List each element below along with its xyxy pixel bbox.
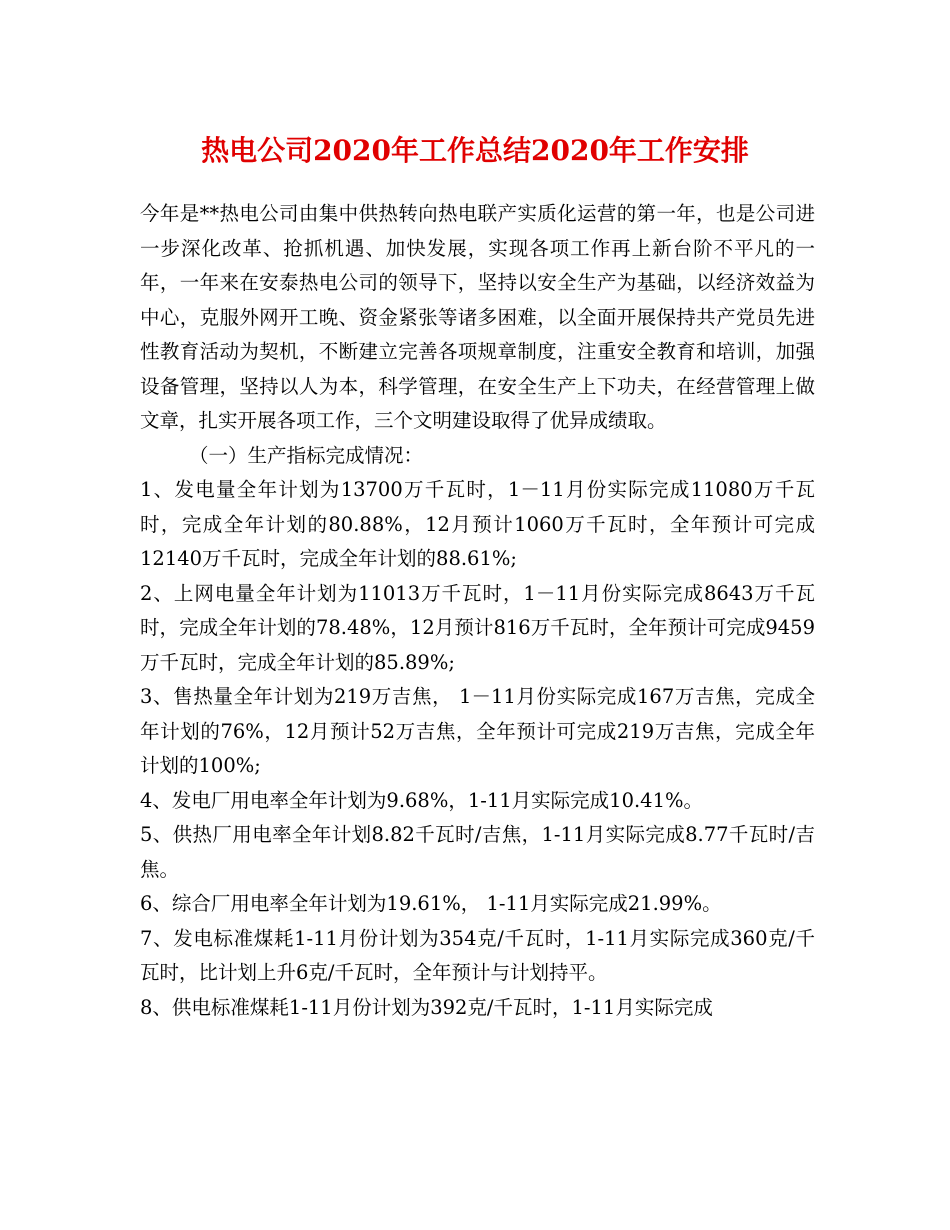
list-item-heat-sales: 3、售热量全年计划为219万吉焦， 1－11月份实际完成167万吉焦，完成全年计划的76%，12月预计52万吉焦，全年预计可完成219万吉焦，完成全年计划的100%; <box>140 685 815 777</box>
list-item-grid-electricity: 2、上网电量全年计划为11013万千瓦时，1－11月份实际完成8643万千瓦时，完成全年计划的78.48%，12月预计816万千瓦时，全年预计可完成9459万千瓦时，完成全年计划的85.89%; <box>140 581 815 674</box>
section-heading-production: （一）生产指标完成情况： <box>189 443 424 467</box>
list-item-generation-coal-consumption: 7、发电标准煤耗1-11月份计划为354克/千瓦时，1-11月实际完成360克/千瓦时，比计划上升6克/千瓦时，全年预计与计划持平。 <box>140 926 815 984</box>
list-item-heating-power-rate: 5、供热厂用电率全年计划8.82千瓦时/吉焦，1-11月实际完成8.77千瓦时/吉焦。 <box>140 823 815 881</box>
list-item-power-generation: 1、发电量全年计划为13700万千瓦时，1－11月份实际完成11080万千瓦时，完成全年计划的80.88%，12月预计1060万千瓦时，全年预计可完成12140万千瓦时，完成全年计划的88.61%; <box>140 478 815 570</box>
list-item-plant-power-rate: 4、发电厂用电率全年计划为9.68%，1-11月实际完成10.41%。 <box>140 788 704 812</box>
intro-paragraph: 今年是**热电公司由集中供热转向热电联产实质化运营的第一年，也是公司进一步深化改革、抢抓机遇、加快发展，实现各项工作再上新台阶不平凡的一年，一年来在安泰热电公司的领导下，坚持以安全生产为基础，以经济效益为中心，克服外网开工晚、资金紧张等诸多困难，以全面开展保持共产党员先进性教育活动为契机，不断建立完善各项规章制度，注重安全教育和培训，加强设备管理，坚持以人为本，科学管理，在安全生产上下功夫，在经营管理上做文章，扎实开展各项工作，三个文明建设取得了优异成绩取。 <box>140 202 815 432</box>
list-item-comprehensive-power-rate: 6、综合厂用电率全年计划为19.61%， 1-11月实际完成21.99%。 <box>140 892 722 915</box>
document-title: 热电公司2020年工作总结2020年工作安排 <box>201 134 749 167</box>
list-item-supply-coal-consumption: 8、供电标准煤耗1-11月份计划为392克/千瓦时，1-11月实际完成 <box>140 995 713 1019</box>
document-body <box>140 197 815 1025</box>
